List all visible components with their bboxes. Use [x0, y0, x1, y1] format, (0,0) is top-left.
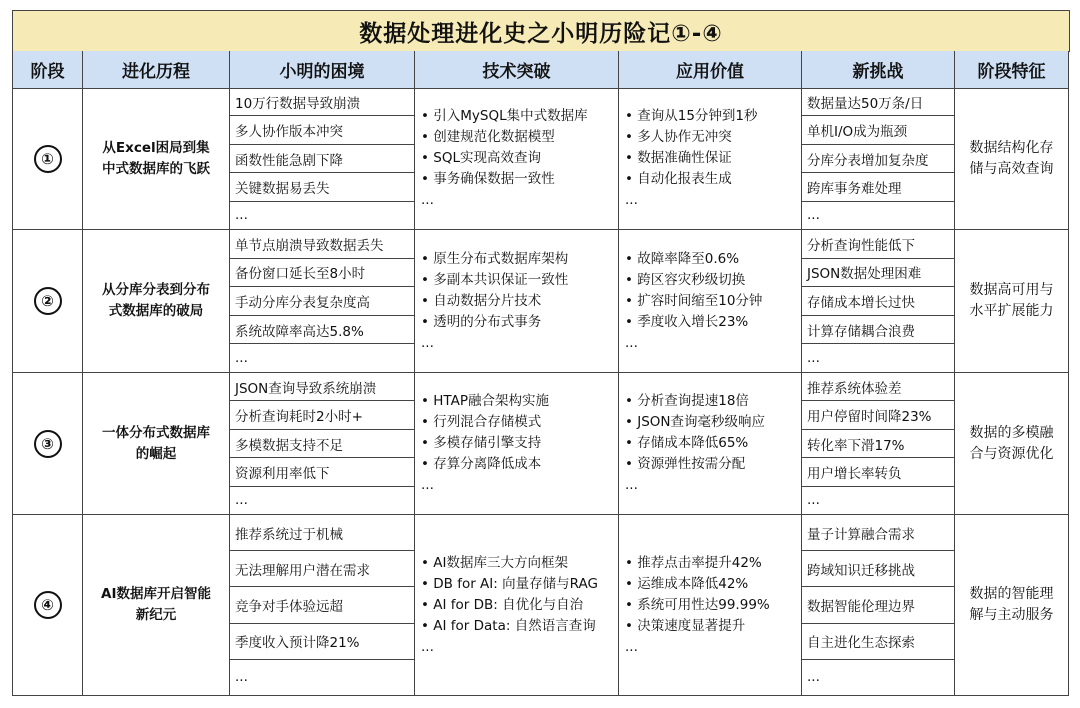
challenge-list [802, 230, 955, 373]
evolution-text: 从分库分表到分布式数据库的破局 [102, 282, 210, 319]
challenge-item: 跨域知识迁移挑战 [802, 551, 954, 587]
dilemma-item: ... [235, 492, 248, 509]
challenge-item: ... [807, 669, 820, 686]
value-item: • 数据准确性保证 [625, 150, 732, 166]
value-item: • 扩容时间缩至10分钟 [625, 292, 763, 309]
value-item: ... [625, 638, 638, 655]
breakthrough-item: ... [421, 477, 434, 493]
breakthrough-item: • 透明的分布式事务 [421, 313, 542, 330]
stage-number: ④ [34, 591, 62, 619]
dilemma-list [230, 373, 415, 515]
challenge-item: ... [807, 207, 820, 224]
dilemma-item: 备份窗口延长至8小时 [230, 259, 414, 288]
feature-text: 数据的智能理解与主动服务 [969, 586, 1054, 623]
feature-cell [955, 515, 1069, 696]
dilemma-item: 分析查询耗时2小时+ [230, 401, 414, 429]
value-item: • 查询从15分钟到1秒 [625, 108, 758, 124]
breakthrough-list [415, 373, 619, 515]
header-breakthrough: 技术突破 [415, 51, 619, 89]
dilemma-item: 系统故障率高达5.8% [230, 316, 414, 345]
evolution-cell [83, 515, 230, 696]
challenge-list [802, 515, 955, 696]
table-title: 数据处理进化史之小明历险记①-④ [12, 10, 1070, 52]
breakthrough-list [415, 88, 619, 230]
value-list [619, 88, 802, 230]
breakthrough-item: • 自动数据分片技术 [421, 292, 542, 309]
value-item: • JSON查询毫秒级响应 [625, 414, 766, 430]
value-item: ... [625, 192, 638, 208]
stage-cell [12, 230, 83, 373]
breakthrough-item: ... [421, 334, 434, 351]
challenge-item: 自主进化生态探索 [802, 624, 954, 660]
stage-number: ③ [34, 430, 62, 458]
challenge-item: 用户停留时间降23% [802, 401, 954, 429]
breakthrough-item: • 原生分布式数据库架构 [421, 250, 569, 267]
value-item: • 运维成本降低42% [625, 575, 749, 592]
evolution-text: 从Excel困局到集中式数据库的飞跃 [102, 139, 210, 177]
breakthrough-item: • AI for DB: 自优化与自治 [421, 596, 584, 613]
feature-cell [955, 373, 1069, 515]
header-value: 应用价值 [619, 51, 802, 89]
header-challenge: 新挑战 [802, 51, 955, 89]
value-item: ... [625, 334, 638, 351]
evolution-text: AI数据库开启智能新纪元 [101, 586, 211, 623]
header-feature: 阶段特征 [955, 51, 1069, 89]
evolution-text: 一体分布式数据库的崛起 [102, 424, 210, 462]
value-item: • 决策速度显著提升 [625, 617, 746, 634]
dilemma-item: 无法理解用户潜在需求 [230, 551, 414, 587]
challenge-item: 数据智能伦理边界 [802, 587, 954, 623]
feature-text: 数据结构化存储与高效查询 [969, 139, 1054, 177]
value-item: • 推荐点击率提升42% [625, 554, 762, 571]
dilemma-item: 季度收入预计降21% [230, 624, 414, 660]
challenge-item: 存储成本增长过快 [802, 287, 954, 316]
value-item: • 资源弹性按需分配 [625, 456, 746, 472]
value-item: • 故障率降至0.6% [625, 250, 740, 267]
dilemma-item: 函数性能急剧下降 [230, 145, 414, 173]
challenge-item: ... [807, 492, 820, 509]
dilemma-item: 关键数据易丢失 [230, 173, 414, 201]
challenge-item: 单机I/O成为瓶颈 [802, 116, 954, 144]
challenge-item: 用户增长率转负 [802, 458, 954, 486]
evolution-cell [83, 230, 230, 373]
feature-text: 数据的多模融合与资源优化 [969, 424, 1054, 462]
challenge-item: 计算存储耦合浪费 [802, 316, 954, 345]
value-item: • 多人协作无冲突 [625, 129, 732, 145]
challenge-item: 跨库事务难处理 [802, 173, 954, 201]
dilemma-item: 资源利用率低下 [230, 458, 414, 486]
value-item: • 分析查询提速18倍 [625, 393, 749, 409]
value-item: • 自动化报表生成 [625, 171, 732, 187]
header-stage: 阶段 [12, 51, 83, 89]
dilemma-item: 推荐系统过于机械 [230, 515, 414, 551]
evolution-cell [83, 373, 230, 515]
dilemma-item: 多人协作版本冲突 [230, 116, 414, 144]
breakthrough-item: • 引入MySQL集中式数据库 [421, 108, 588, 124]
value-list [619, 230, 802, 373]
stage-number: ② [34, 287, 62, 315]
breakthrough-item: • 行列混合存储模式 [421, 414, 542, 430]
dilemma-list [230, 515, 415, 696]
breakthrough-item: ... [421, 192, 434, 208]
dilemma-item: 手动分库分表复杂度高 [230, 287, 414, 316]
dilemma-item: 10万行数据导致崩溃 [230, 88, 414, 116]
stage-cell [12, 373, 83, 515]
breakthrough-list [415, 230, 619, 373]
value-item: • 季度收入增长23% [625, 313, 749, 330]
breakthrough-item: • 事务确保数据一致性 [421, 171, 555, 187]
breakthrough-list [415, 515, 619, 696]
feature-text: 数据高可用与水平扩展能力 [969, 282, 1054, 319]
challenge-item: 数据量达50万条/日 [802, 88, 954, 116]
breakthrough-item: • HTAP融合架构实施 [421, 393, 549, 409]
evolution-cell [83, 88, 230, 230]
value-item: • 跨区容灾秒级切换 [625, 271, 746, 288]
evolution-table [12, 10, 1070, 696]
dilemma-item: JSON查询导致系统崩溃 [230, 373, 414, 401]
challenge-item: 分库分表增加复杂度 [802, 145, 954, 173]
breakthrough-item: • 多副本共识保证一致性 [421, 271, 569, 288]
breakthrough-item: • 创建规范化数据模型 [421, 129, 555, 145]
dilemma-item: 多模数据支持不足 [230, 430, 414, 458]
breakthrough-item: • 多模存储引擎支持 [421, 435, 542, 451]
breakthrough-item: • AI数据库三大方向框架 [421, 554, 568, 571]
challenge-item: JSON数据处理困难 [802, 259, 954, 288]
breakthrough-item: • 存算分离降低成本 [421, 456, 542, 472]
dilemma-item: ... [235, 207, 248, 224]
challenge-list [802, 373, 955, 515]
stage-number: ① [34, 145, 62, 173]
stage-cell [12, 88, 83, 230]
breakthrough-item: ... [421, 638, 434, 655]
challenge-item: ... [807, 350, 820, 367]
challenge-item: 分析查询性能低下 [802, 230, 954, 259]
value-item: ... [625, 477, 638, 493]
challenge-item: 量子计算融合需求 [802, 515, 954, 551]
breakthrough-item: • DB for AI: 向量存储与RAG [421, 575, 598, 592]
feature-cell [955, 230, 1069, 373]
value-list [619, 373, 802, 515]
feature-cell [955, 88, 1069, 230]
breakthrough-item: • SQL实现高效查询 [421, 150, 541, 166]
dilemma-item: 竞争对手体验远超 [230, 587, 414, 623]
value-item: • 系统可用性达99.99% [625, 596, 770, 613]
dilemma-item: ... [235, 350, 248, 367]
value-list [619, 515, 802, 696]
challenge-item: 推荐系统体验差 [802, 373, 954, 401]
dilemma-item: 单节点崩溃导致数据丢失 [230, 230, 414, 259]
value-item: • 存储成本降低65% [625, 435, 749, 451]
header-dilemma: 小明的困境 [230, 51, 415, 89]
dilemma-list [230, 88, 415, 230]
challenge-item: 转化率下滑17% [802, 430, 954, 458]
header-evolution: 进化历程 [83, 51, 230, 89]
challenge-list [802, 88, 955, 230]
dilemma-list [230, 230, 415, 373]
stage-cell [12, 515, 83, 696]
breakthrough-item: • AI for Data: 自然语言查询 [421, 617, 596, 634]
dilemma-item: ... [235, 669, 248, 686]
